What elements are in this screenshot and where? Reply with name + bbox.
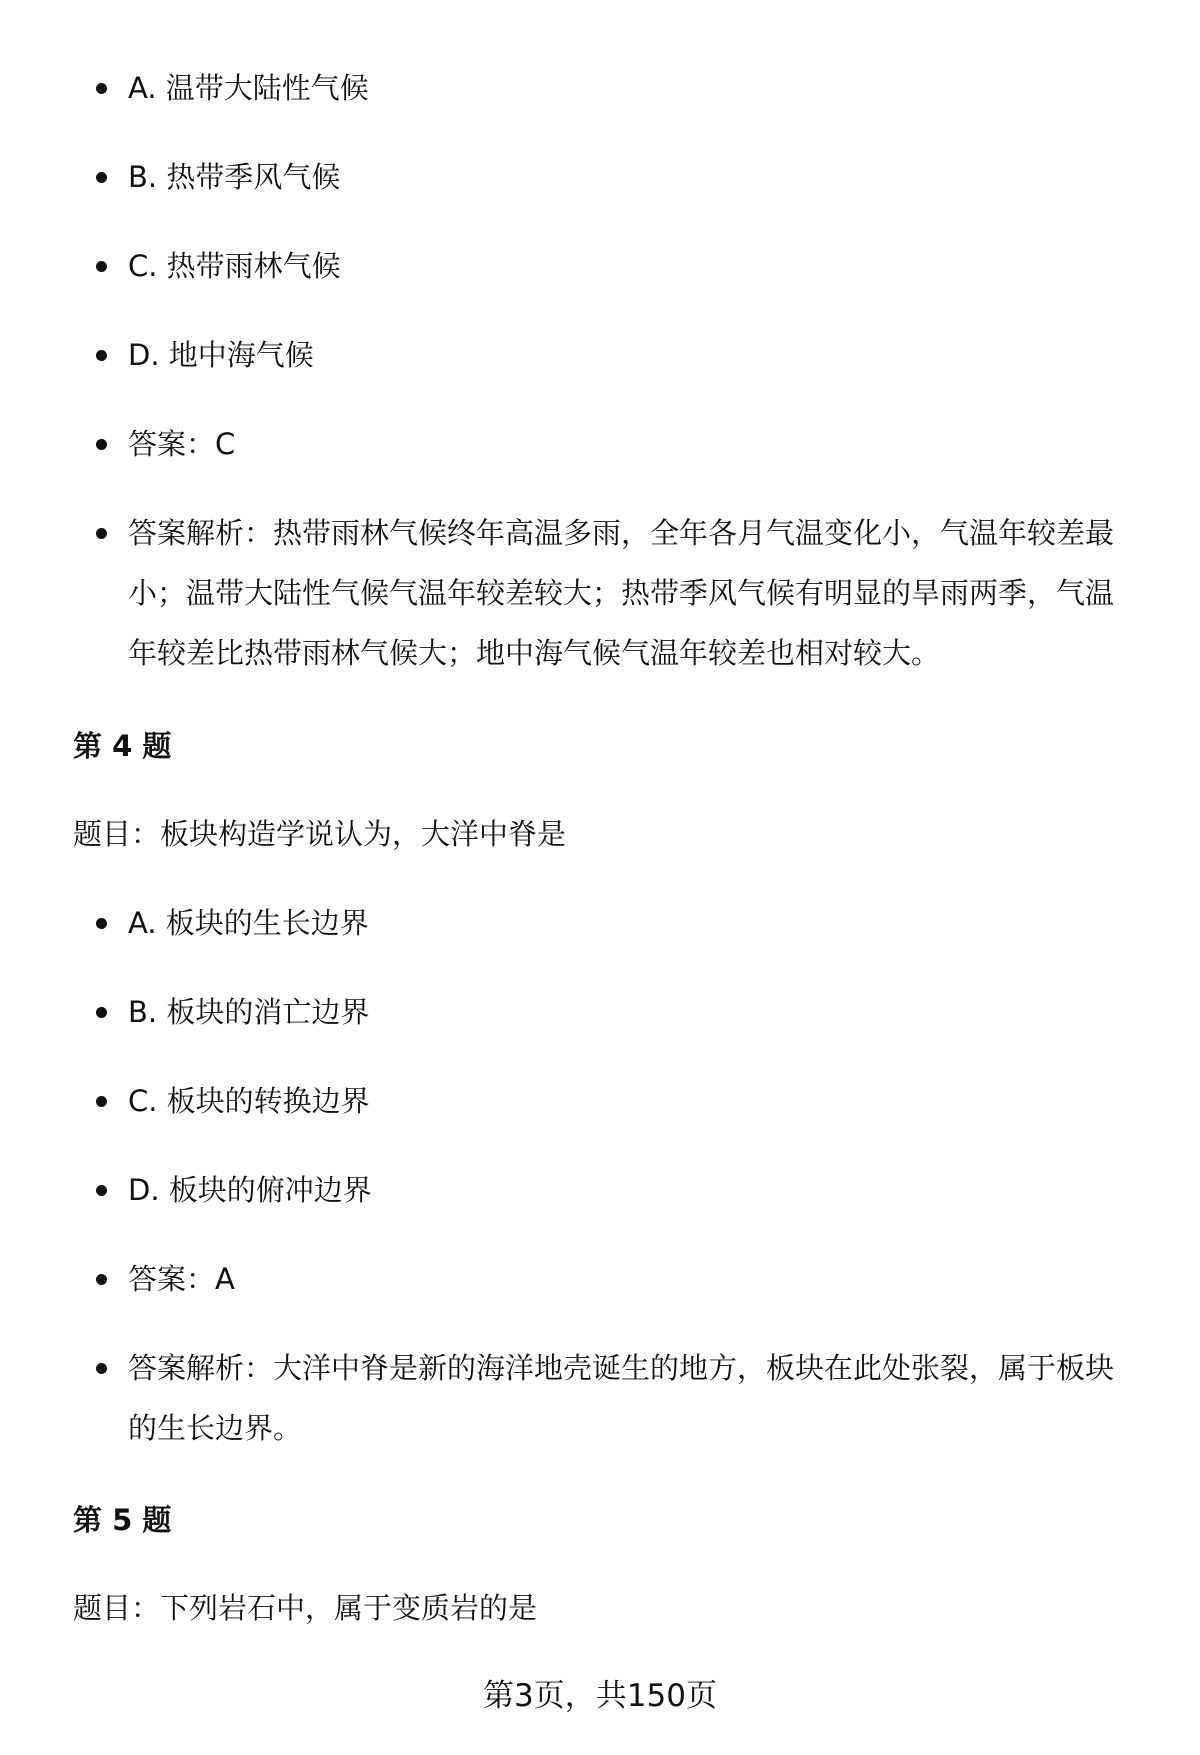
list-item bbox=[0, 236, 1200, 296]
q4-option-list bbox=[0, 893, 1200, 1458]
list-item bbox=[0, 325, 1200, 385]
list-item bbox=[0, 503, 1200, 683]
list-item bbox=[0, 1338, 1200, 1458]
list-item bbox=[0, 147, 1200, 207]
list-item bbox=[0, 1160, 1200, 1220]
list-item bbox=[0, 58, 1200, 118]
q3-option-b: B. 热带季风气候 bbox=[128, 160, 341, 194]
bullet-icon bbox=[96, 1185, 107, 1196]
bullet-icon bbox=[96, 528, 107, 539]
q3-answer: 答案：C bbox=[128, 427, 236, 461]
bullet-icon bbox=[96, 350, 107, 361]
q4-answer: 答案：A bbox=[128, 1262, 235, 1296]
list-item bbox=[0, 982, 1200, 1042]
list-item bbox=[0, 1071, 1200, 1131]
q3-option-d: D. 地中海气候 bbox=[128, 338, 314, 372]
page-number: 第3页，共150页 bbox=[483, 1678, 717, 1714]
bullet-icon bbox=[96, 918, 107, 929]
bullet-icon bbox=[96, 1274, 107, 1285]
list-item bbox=[0, 1249, 1200, 1309]
q3-explanation: 答案解析：热带雨林气候终年高温多雨，全年各月气温变化小，气温年较差最小；温带大陆性气候气温年较差较大；热带季风气候有明显的旱雨两季，气温年较差比热带雨林气候大；地中海气候气温年较差也相对较大。 bbox=[128, 516, 1115, 670]
bullet-icon bbox=[96, 172, 107, 183]
list-item bbox=[0, 893, 1200, 953]
q3-option-c: C. 热带雨林气候 bbox=[128, 249, 341, 283]
q5-question: 题目：下列岩石中，属于变质岩的是 bbox=[73, 1591, 538, 1625]
bullet-icon bbox=[96, 1096, 107, 1107]
bullet-icon bbox=[96, 1007, 107, 1018]
q3-option-a: A. 温带大陆性气候 bbox=[128, 71, 369, 105]
q3-option-list bbox=[0, 58, 1200, 683]
q4-explanation: 答案解析：大洋中脊是新的海洋地壳诞生的地方，板块在此处张裂，属于板块的生长边界。 bbox=[128, 1351, 1115, 1445]
q4-option-c: C. 板块的转换边界 bbox=[128, 1084, 370, 1118]
q4-heading: 第 4 题 bbox=[73, 729, 172, 763]
list-item bbox=[0, 414, 1200, 474]
q4-option-b: B. 板块的消亡边界 bbox=[128, 995, 370, 1029]
bullet-icon bbox=[96, 1363, 107, 1374]
bullet-icon bbox=[96, 439, 107, 450]
q4-question: 题目：板块构造学说认为，大洋中脊是 bbox=[73, 817, 567, 851]
q5-heading: 第 5 题 bbox=[73, 1503, 172, 1537]
q4-option-d: D. 板块的俯冲边界 bbox=[128, 1173, 372, 1207]
bullet-icon bbox=[96, 261, 107, 272]
bullet-icon bbox=[96, 83, 107, 94]
q4-option-a: A. 板块的生长边界 bbox=[128, 906, 369, 940]
